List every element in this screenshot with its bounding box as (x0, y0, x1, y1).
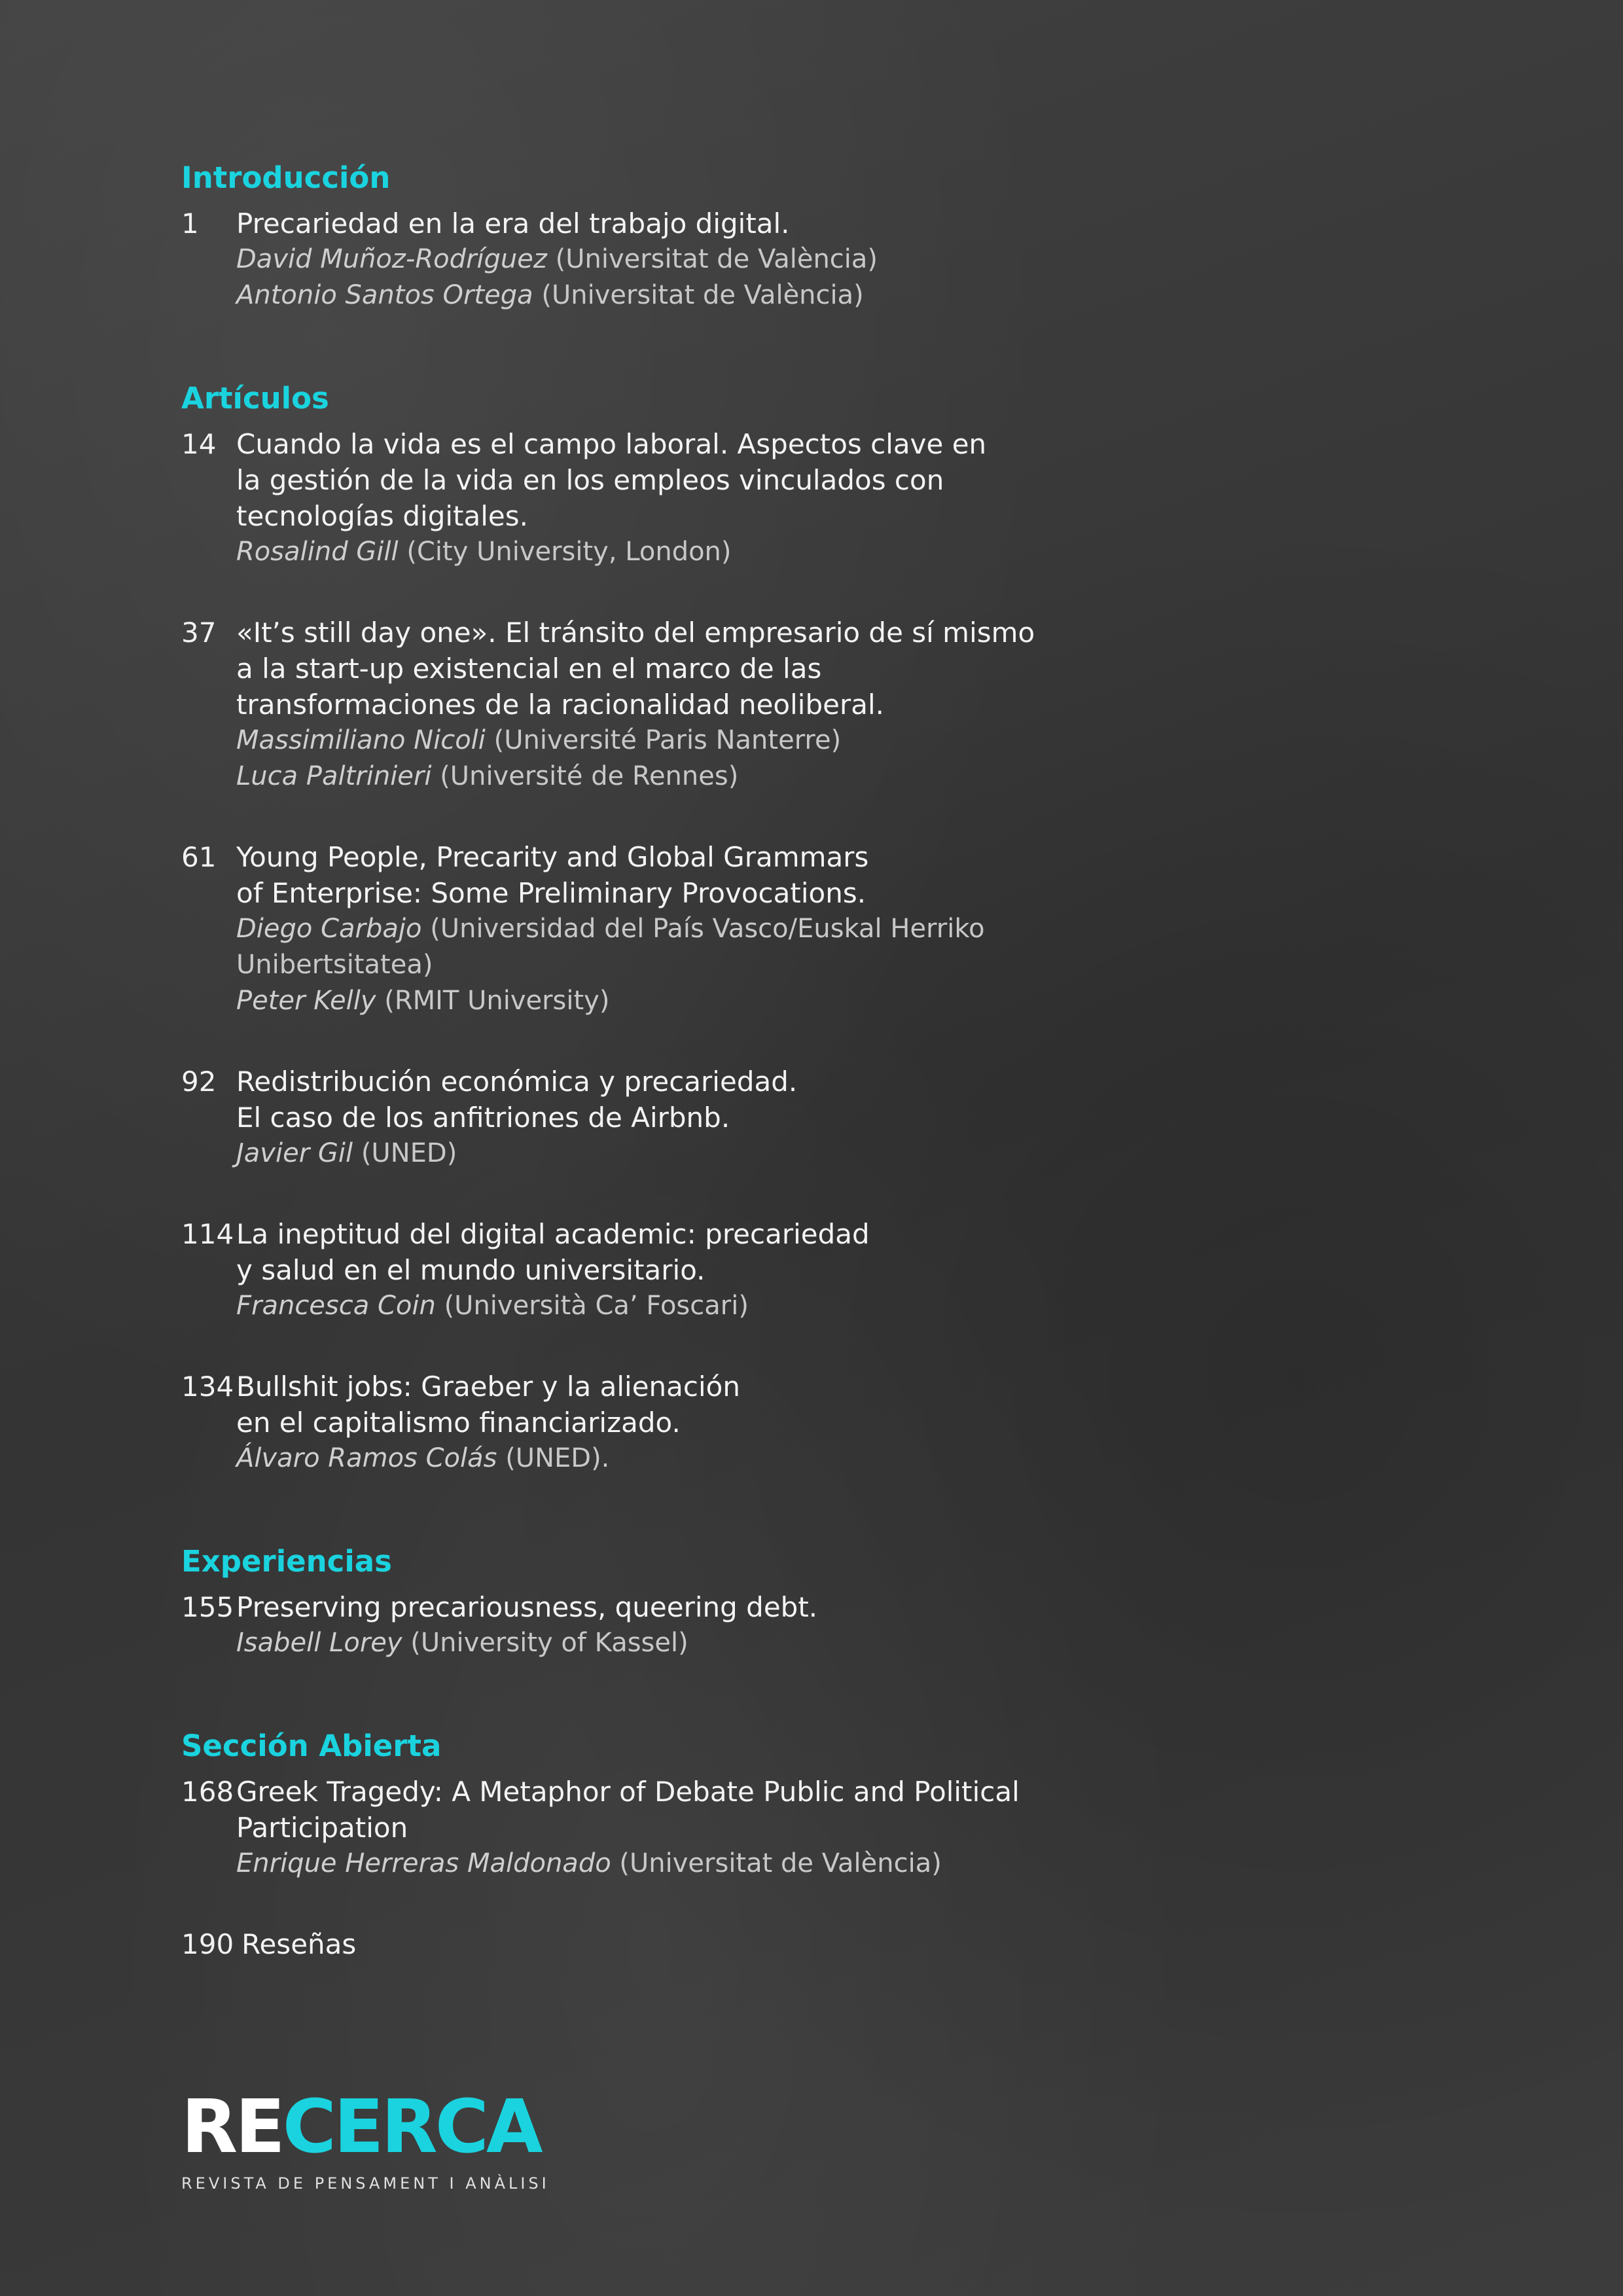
author-name: Álvaro Ramos Colás (236, 1443, 497, 1473)
author-name: Peter Kelly (236, 986, 376, 1016)
author-affiliation: (Universitat de València) (555, 244, 878, 274)
article-title-line: Cuando la vida es el campo laboral. Aspectos clave en (236, 428, 987, 460)
resenas-entry (181, 1926, 1097, 1962)
article-title-line: Participation (236, 1812, 408, 1844)
author-name: Francesca Coin (236, 1291, 436, 1321)
author-affiliation: (Universidad del País Vasco/Euskal Herriko Unibertsitatea) (236, 914, 985, 980)
section-heading: Experiencias (181, 1544, 392, 1579)
logo-wordmark (181, 2085, 550, 2170)
recerca-logo (181, 2085, 550, 2193)
logo-cerca: CERCA (282, 2085, 541, 2170)
page-number: 190 (181, 1928, 234, 1960)
entry-body (236, 1216, 1097, 1324)
author-name: Rosalind Gill (236, 537, 399, 567)
entry-body (236, 426, 1097, 570)
author-affiliation: (Universitat de València) (619, 1848, 942, 1878)
section-heading: Sección Abierta (181, 1729, 442, 1763)
logo-re: RE (181, 2085, 283, 2170)
entry-body (236, 1369, 1097, 1477)
section-heading: Artículos (181, 381, 329, 416)
article-title-line: «It’s still day one». El tránsito del empresario de sí mismo (236, 617, 1035, 649)
toc-entry (181, 615, 1097, 795)
author-line (236, 278, 1097, 314)
entry-body (236, 1774, 1097, 1882)
article-title-line: Redistribución económica y precariedad. (236, 1066, 798, 1098)
author-affiliation: (Universitat de València) (541, 280, 864, 310)
article-title-line: of Enterprise: Some Preliminary Provocations. (236, 877, 866, 909)
article-title-line: y salud en el mundo universitario. (236, 1254, 705, 1286)
article-title-line: Young People, Precarity and Global Grammars (236, 841, 869, 873)
author-line (236, 1846, 1097, 1882)
author-name: Javier Gil (236, 1138, 353, 1168)
toc-entry (181, 1216, 1097, 1324)
author-line (236, 534, 1097, 570)
article-title-line: en el capitalismo financiarizado. (236, 1407, 681, 1439)
toc-section (181, 378, 1097, 1477)
page-number: 37 (181, 617, 217, 649)
page-number: 1 (181, 207, 199, 240)
section-heading: Introducción (181, 160, 391, 195)
author-name: Antonio Santos Ortega (236, 280, 533, 310)
page-number: 114 (181, 1218, 234, 1250)
toc-entry (181, 1064, 1097, 1172)
article-title-line: tecnologías digitales. (236, 500, 528, 532)
toc-entry (181, 426, 1097, 570)
author-affiliation: (Università Ca’ Foscari) (444, 1291, 749, 1321)
table-of-contents (181, 157, 1097, 1962)
author-line (236, 242, 1097, 278)
article-title-line: Precariedad en la era del trabajo digital. (236, 207, 790, 240)
author-line (236, 911, 1097, 983)
author-line (236, 1288, 1097, 1324)
page-number: 134 (181, 1371, 234, 1403)
page-number: 168 (181, 1776, 234, 1808)
entry-body (236, 839, 1097, 1019)
author-line (236, 1441, 1097, 1477)
author-name: Enrique Herreras Maldonado (236, 1848, 611, 1878)
entry-body (236, 1589, 1097, 1661)
article-title-line: a la start-up existencial en el marco de las (236, 653, 822, 685)
author-affiliation: (UNED). (505, 1443, 610, 1473)
entry-body (236, 206, 1097, 314)
author-line (236, 983, 1097, 1019)
resenas-label: Reseñas (241, 1928, 357, 1960)
toc-entry (181, 839, 1097, 1019)
toc-section (181, 1541, 1097, 1661)
author-name: David Muñoz-Rodríguez (236, 244, 547, 274)
logo-tagline: REVISTA DE PENSAMENT I ANÀLISI (181, 2174, 550, 2193)
author-affiliation: (Université de Rennes) (440, 761, 739, 791)
page-number: 14 (181, 428, 217, 460)
article-title-line: El caso de los anfitriones de Airbnb. (236, 1102, 730, 1134)
author-affiliation: (City University, London) (406, 537, 732, 567)
author-line (236, 723, 1097, 759)
author-line (236, 1136, 1097, 1172)
toc-entry (181, 1589, 1097, 1661)
author-name: Isabell Lorey (236, 1628, 402, 1658)
author-name: Diego Carbajo (236, 914, 422, 944)
toc-entry (181, 1369, 1097, 1477)
entry-body (236, 615, 1097, 795)
entry-body (236, 1064, 1097, 1172)
author-affiliation: (UNED) (361, 1138, 457, 1168)
article-title-line: La ineptitud del digital academic: precariedad (236, 1218, 870, 1250)
toc-entry (181, 206, 1097, 314)
author-name: Luca Paltrinieri (236, 761, 432, 791)
toc-section (181, 1725, 1097, 1882)
author-affiliation: (University of Kassel) (410, 1628, 688, 1658)
toc-section (181, 157, 1097, 314)
author-affiliation: (Université Paris Nanterre) (493, 725, 842, 755)
article-title-line: Bullshit jobs: Graeber y la alienación (236, 1371, 740, 1403)
author-name: Massimiliano Nicoli (236, 725, 486, 755)
author-line (236, 759, 1097, 795)
author-affiliation: (RMIT University) (384, 986, 610, 1016)
article-title-line: Greek Tragedy: A Metaphor of Debate Public and Political (236, 1776, 1020, 1808)
page-number: 155 (181, 1591, 234, 1623)
author-line (236, 1625, 1097, 1661)
article-title-line: transformaciones de la racionalidad neoliberal. (236, 689, 884, 721)
page-number: 61 (181, 841, 217, 873)
article-title-line: Preserving precariousness, queering debt. (236, 1591, 818, 1623)
toc-entry (181, 1774, 1097, 1882)
page-number: 92 (181, 1066, 217, 1098)
article-title-line: la gestión de la vida en los empleos vinculados con (236, 464, 944, 496)
